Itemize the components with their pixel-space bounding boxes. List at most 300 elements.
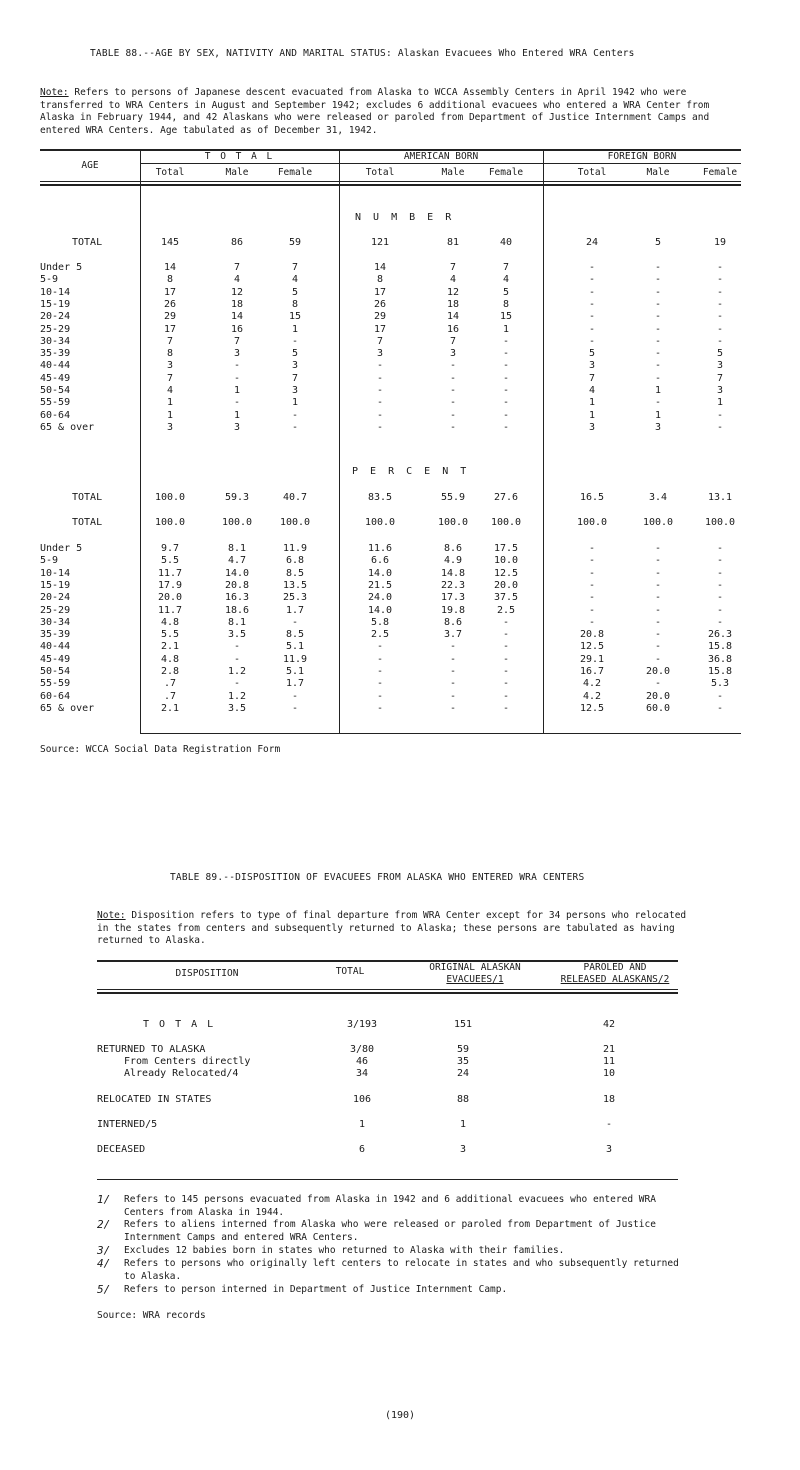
row-label: 50-54 (40, 666, 71, 677)
table-cell: 6.8 (285, 555, 305, 567)
table-cell: - (654, 543, 662, 554)
note-label: Note: (40, 87, 69, 98)
note-text: Refers to persons of Japanese descent evacuated from Alaska to WCCA Assembly Centers in April 1942 who were transferred to WRA Centers in August and September 1942; excludes 6 additional evacuees who entered a WRA Center from Alaska in February 1944, and 42 Alaskans who were released or paroled from Department of Justice Internment Camps and entered WRA Centers. Age tabulated as of December 31, 1942. (40, 87, 710, 136)
table-cell: - (502, 702, 510, 714)
table-cell: 4.2 (582, 678, 602, 690)
table-cell: - (654, 360, 662, 372)
table-cell: 18.6 (224, 604, 250, 616)
table-cell: - (654, 678, 662, 690)
row-label: 65 & over (40, 702, 95, 714)
table-cell: 20.0 (493, 579, 519, 591)
table-cell: 3 (291, 385, 299, 396)
table-cell: 3 (449, 348, 457, 360)
table-cell: 14.0 (367, 567, 393, 579)
table-cell: 2.1 (160, 641, 180, 653)
table-cell: 7 (588, 372, 596, 384)
table-cell: - (588, 335, 596, 347)
table-cell: 40 (499, 237, 513, 248)
row-label: RELOCATED IN STATES (97, 1094, 212, 1105)
table-cell: - (654, 311, 662, 323)
footnote-mark: 4/ (97, 1257, 111, 1270)
table-cell: 1 (233, 409, 241, 421)
table-cell: 3.5 (227, 629, 247, 641)
section-number-label: N U M B E R (355, 212, 455, 223)
table-cell: 100.0 (490, 517, 522, 528)
table88-title: TABLE 88.--AGE BY SEX, NATIVITY AND MARITAL STATUS: Alaskan Evacuees Who Entered WRA Centers (90, 48, 635, 59)
table-cell: - (654, 629, 662, 641)
table-cell: - (376, 678, 384, 690)
table-cell: - (376, 702, 384, 714)
table-cell: 100.0 (576, 517, 608, 528)
table-cell: 4 (449, 274, 457, 286)
table-cell: 11.7 (157, 567, 183, 579)
table-cell: - (588, 262, 596, 273)
table88-source: Source: WCCA Social Data Registration Form (40, 744, 281, 755)
row-label: 55-59 (40, 678, 71, 690)
table-cell: 7 (449, 335, 457, 347)
table-cell: 8 (166, 274, 174, 286)
table-cell: 27.6 (493, 492, 519, 503)
table-cell: 17.9 (157, 579, 183, 591)
header-original-line2: EVACUEES/1 (446, 974, 504, 985)
table-cell: 8.1 (227, 543, 247, 554)
table-cell: - (654, 262, 662, 273)
table-cell: 7 (716, 372, 724, 384)
table-cell: - (449, 653, 457, 665)
table-cell: - (654, 653, 662, 665)
table-cell: 15.8 (707, 666, 733, 677)
table-cell: 7 (291, 262, 299, 273)
table-cell: 2.1 (160, 702, 180, 714)
table-cell: - (588, 286, 596, 298)
table-cell: 5.8 (370, 616, 390, 628)
table-cell: .7 (163, 678, 177, 690)
table-cell: 7 (376, 335, 384, 347)
table-cell: 26.3 (707, 629, 733, 641)
table-cell: 17 (373, 323, 387, 335)
table-cell: 2.5 (496, 604, 516, 616)
table-cell: - (716, 311, 724, 323)
table-cell: - (502, 666, 510, 677)
row-label: 65 & over (40, 421, 95, 433)
table-cell: - (716, 690, 724, 702)
table-cell: 8.5 (285, 629, 305, 641)
table-cell: 12.5 (579, 641, 605, 653)
table-cell: 5 (502, 286, 510, 298)
table-cell-total: 1 (358, 1119, 366, 1130)
subheader-male: Male (646, 167, 670, 178)
table-cell: 4 (291, 274, 299, 286)
table89-source: Source: WRA records (97, 1310, 206, 1321)
row-label: INTERNED/5 (97, 1119, 158, 1130)
table-cell: - (449, 421, 457, 433)
table-cell: - (654, 616, 662, 628)
table-cell: - (716, 567, 724, 579)
table-cell: - (588, 616, 596, 628)
table-cell: - (449, 409, 457, 421)
subheader-female: Female (488, 167, 524, 178)
table-cell: 18 (446, 298, 460, 310)
table-cell: 13.1 (707, 492, 733, 503)
table-cell: - (654, 372, 662, 384)
table-cell: - (588, 311, 596, 323)
table-cell: - (291, 702, 299, 714)
row-label: DECEASED (97, 1144, 146, 1155)
row-label: 45-49 (40, 653, 71, 665)
table-cell: - (716, 323, 724, 335)
table-cell-paroled: 11 (602, 1056, 616, 1067)
table-cell: - (376, 666, 384, 677)
table-cell: 83.5 (367, 492, 393, 503)
row-label: Under 5 (40, 543, 83, 554)
table-cell: 81 (446, 237, 460, 248)
table-cell: 16 (446, 323, 460, 335)
table-cell: 4 (233, 274, 241, 286)
table-cell: 5 (291, 348, 299, 360)
table-cell: - (654, 555, 662, 567)
table-cell-total: 34 (355, 1068, 369, 1079)
table-cell-paroled: - (605, 1119, 613, 1130)
header-paroled-line1: PAROLED AND (583, 962, 647, 973)
table-cell: 121 (370, 237, 390, 248)
table-cell: 59 (288, 237, 302, 248)
table-cell: - (716, 543, 724, 554)
table-cell: - (502, 616, 510, 628)
table-cell: 15 (499, 311, 513, 323)
table89-title: TABLE 89.--DISPOSITION OF EVACUEES FROM ALASKA WHO ENTERED WRA CENTERS (170, 872, 585, 883)
table-cell: - (449, 385, 457, 396)
footnote-text: Refers to persons who originally left centers to relocate in states and who subsequently returned to Alaska. (124, 1258, 679, 1282)
table-cell: - (716, 335, 724, 347)
table-cell: - (716, 298, 724, 310)
table-cell: 26 (373, 298, 387, 310)
subheader-total: Total (577, 167, 607, 178)
table-cell: 9.7 (160, 543, 180, 554)
subheader-total: Total (365, 167, 395, 178)
table-cell: 8.6 (443, 616, 463, 628)
table-cell: 145 (160, 237, 180, 248)
table-cell: - (233, 641, 241, 653)
table-cell: 12 (446, 286, 460, 298)
table-cell-original: 3 (459, 1144, 467, 1155)
table-cell: 4.8 (160, 653, 180, 665)
table-cell: 100.0 (364, 517, 396, 528)
table-cell: 40.7 (282, 492, 308, 503)
table-cell: 59.3 (224, 492, 250, 503)
table-cell: 17.3 (440, 592, 466, 604)
row-label: 60-64 (40, 690, 71, 702)
header-paroled-line2: RELEASED ALASKANS/2 (560, 974, 670, 985)
table-cell: 1.7 (285, 604, 305, 616)
table-cell-original: 59 (456, 1044, 470, 1055)
row-label: RETURNED TO ALASKA (97, 1044, 206, 1055)
table-cell: 19 (713, 237, 727, 248)
table-cell: - (588, 604, 596, 616)
footnote-text: Refers to aliens interned from Alaska who were released or paroled from Department of Justice Internment Camps and entered WRA Centers. (124, 1219, 656, 1243)
table-cell: - (654, 604, 662, 616)
table-cell: 5 (291, 286, 299, 298)
row-label: 15-19 (40, 298, 71, 310)
table-cell: - (291, 616, 299, 628)
table-cell: - (502, 372, 510, 384)
table-cell: 4.9 (443, 555, 463, 567)
table-cell: - (588, 323, 596, 335)
table-cell: - (588, 298, 596, 310)
table-cell: 5.5 (160, 555, 180, 567)
table-cell-total: 3/193 (346, 1019, 378, 1030)
table-cell: - (233, 372, 241, 384)
table-cell: - (654, 298, 662, 310)
table-cell: - (502, 385, 510, 396)
table-cell: - (449, 690, 457, 702)
table-cell: 8.5 (285, 567, 305, 579)
table-cell: 14 (163, 262, 177, 273)
table-cell: 14 (230, 311, 244, 323)
table-cell: - (588, 579, 596, 591)
table-cell: 24 (585, 237, 599, 248)
table-cell: 100.0 (704, 517, 736, 528)
table-cell: - (654, 335, 662, 347)
table-cell: - (449, 678, 457, 690)
table-cell: - (716, 592, 724, 604)
row-label: 10-14 (40, 567, 71, 579)
table-cell: - (449, 360, 457, 372)
note-text: Disposition refers to type of final departure from WRA Center except for 34 persons who relocated in the states from centers and subsequently returned to Alaska; these persons are tabulated as having returned to Alaska. (97, 910, 687, 946)
table-cell: 11.9 (282, 653, 308, 665)
table-cell: - (291, 421, 299, 433)
note-label: Note: (97, 910, 126, 921)
table-cell: - (588, 543, 596, 554)
table-cell: 7 (166, 335, 174, 347)
row-label: 45-49 (40, 372, 71, 384)
table-cell: 16.3 (224, 592, 250, 604)
table-cell: .7 (163, 690, 177, 702)
subheader-male: Male (441, 167, 465, 178)
table-cell: 7 (233, 335, 241, 347)
table-cell: 4.7 (227, 555, 247, 567)
table-cell: 16.5 (579, 492, 605, 503)
table-cell: 3 (716, 360, 724, 372)
table-cell: - (502, 335, 510, 347)
table-cell: 3 (166, 360, 174, 372)
table-cell: - (376, 690, 384, 702)
table-cell: - (376, 421, 384, 433)
table-cell-original: 1 (459, 1119, 467, 1130)
table-cell: 3 (376, 348, 384, 360)
row-label: T O T A L (143, 1019, 216, 1030)
row-label: 40-44 (40, 641, 71, 653)
footnote-mark: 2/ (97, 1218, 111, 1231)
row-label: 50-54 (40, 385, 71, 396)
table-cell: - (449, 372, 457, 384)
table-cell: 5 (654, 237, 662, 248)
table-cell: 8 (291, 298, 299, 310)
header-group-foreign-born: FOREIGN BORN (607, 151, 677, 162)
table-cell-total: 6 (358, 1144, 366, 1155)
table-cell: 26 (163, 298, 177, 310)
table-cell: 2.8 (160, 666, 180, 677)
table-cell: 100.0 (154, 517, 186, 528)
table-cell: 15.8 (707, 641, 733, 653)
table-cell: 100.0 (221, 517, 253, 528)
table-cell: 1 (166, 397, 174, 409)
row-label: TOTAL (72, 237, 103, 248)
table-cell: - (502, 653, 510, 665)
table-cell: 15 (288, 311, 302, 323)
table-cell: 8 (166, 348, 174, 360)
section-percent-label: P E R C E N T (352, 466, 470, 477)
table-cell: - (654, 579, 662, 591)
table-cell: 6.6 (370, 555, 390, 567)
table-cell: 4 (502, 274, 510, 286)
table-cell: - (654, 567, 662, 579)
table-cell: 1 (654, 385, 662, 396)
table-cell: 24.0 (367, 592, 393, 604)
table-cell: - (716, 421, 724, 433)
header-disposition: DISPOSITION (175, 968, 239, 979)
table-cell: 20.0 (645, 666, 671, 677)
table-cell: 5.1 (285, 666, 305, 677)
table-cell: 12 (230, 286, 244, 298)
footnote-text: Refers to person interned in Department of Justice Internment Camp. (124, 1284, 508, 1295)
table-cell: - (502, 690, 510, 702)
table-cell: - (654, 323, 662, 335)
row-label: Already Relocated/4 (124, 1068, 239, 1079)
subheader-male: Male (225, 167, 249, 178)
table-cell: 100.0 (279, 517, 311, 528)
table-cell: - (716, 702, 724, 714)
header-total: TOTAL (335, 966, 365, 977)
table-cell: 12.5 (493, 567, 519, 579)
table-cell: 17 (163, 323, 177, 335)
table-cell: - (502, 629, 510, 641)
table-cell: 1 (502, 323, 510, 335)
table-cell: - (291, 335, 299, 347)
footnote-text: Excludes 12 babies born in states who returned to Alaska with their families. (124, 1245, 565, 1256)
table-cell: 3 (588, 421, 596, 433)
table-cell: 4.2 (582, 690, 602, 702)
table-cell-total: 106 (352, 1094, 372, 1105)
table-cell: 5.5 (160, 629, 180, 641)
table-cell: 1.7 (285, 678, 305, 690)
table-cell: 3.5 (227, 702, 247, 714)
table-cell: 20.8 (579, 629, 605, 641)
row-label: 40-44 (40, 360, 71, 372)
table-cell: 1.2 (227, 666, 247, 677)
table-cell: 3 (233, 348, 241, 360)
table-cell: 4 (588, 385, 596, 396)
row-label: 20-24 (40, 311, 71, 323)
page-number: (190) (384, 1410, 416, 1421)
table-cell: - (654, 592, 662, 604)
table-cell: 1 (588, 409, 596, 421)
table-cell: 1 (716, 397, 724, 409)
header-age: AGE (81, 160, 99, 171)
table-cell: - (376, 397, 384, 409)
table-cell: - (502, 348, 510, 360)
table-cell-original: 24 (456, 1068, 470, 1079)
table-cell: - (376, 653, 384, 665)
table-cell: 1.2 (227, 690, 247, 702)
table-cell: - (716, 286, 724, 298)
table-cell: 12.5 (579, 702, 605, 714)
table-cell: 3 (291, 360, 299, 372)
table-cell-paroled: 3 (605, 1144, 613, 1155)
table-cell-paroled: 18 (602, 1094, 616, 1105)
table-cell: 3.4 (648, 492, 668, 503)
table-cell: 22.3 (440, 579, 466, 591)
table-cell: 11.7 (157, 604, 183, 616)
table-cell: 5.3 (710, 678, 730, 690)
table-cell: 55.9 (440, 492, 466, 503)
table-cell: 29.1 (579, 653, 605, 665)
table-cell: 20.0 (157, 592, 183, 604)
table-cell: 1 (588, 397, 596, 409)
table-cell: - (233, 678, 241, 690)
footnote-mark: 5/ (97, 1283, 111, 1296)
row-label: 15-19 (40, 579, 71, 591)
table-cell: 100.0 (437, 517, 469, 528)
table-cell: 8 (502, 298, 510, 310)
table-cell: 13.5 (282, 579, 308, 591)
table-cell-original: 151 (453, 1019, 473, 1030)
row-label: 35-39 (40, 629, 71, 641)
table-cell: 8.1 (227, 616, 247, 628)
table-cell: 37.5 (493, 592, 519, 604)
table-cell: - (233, 397, 241, 409)
table-cell-original: 88 (456, 1094, 470, 1105)
row-label: 25-29 (40, 604, 71, 616)
table-cell-total: 3/80 (349, 1044, 375, 1055)
table-cell: - (502, 421, 510, 433)
table-cell: - (502, 409, 510, 421)
table-cell: 14.0 (367, 604, 393, 616)
table-cell: 3 (233, 421, 241, 433)
row-label: 55-59 (40, 397, 71, 409)
footnote-mark: 3/ (97, 1244, 111, 1257)
table-cell: - (291, 690, 299, 702)
footnote-text: Refers to 145 persons evacuated from Alaska in 1942 and 6 additional evacuees who entered WRA Centers from Alaska in 1944. (124, 1194, 656, 1218)
table-cell: 11.9 (282, 543, 308, 554)
table-cell: 8 (376, 274, 384, 286)
row-label: 35-39 (40, 348, 71, 360)
table-cell: - (502, 397, 510, 409)
table-cell: - (716, 262, 724, 273)
row-label: 30-34 (40, 616, 71, 628)
table-cell: - (291, 409, 299, 421)
table-cell: - (716, 274, 724, 286)
table-cell-paroled: 10 (602, 1068, 616, 1079)
table-cell: - (376, 385, 384, 396)
table-cell: - (502, 360, 510, 372)
row-label: 10-14 (40, 286, 71, 298)
table-cell: 7 (502, 262, 510, 273)
row-label: 5-9 (40, 555, 59, 567)
table-cell: 17 (163, 286, 177, 298)
row-label: 5-9 (40, 274, 59, 286)
table-cell: 8.6 (443, 543, 463, 554)
footnote-mark: 1/ (97, 1193, 111, 1206)
table-cell: 4 (166, 385, 174, 396)
table-cell: - (449, 397, 457, 409)
table-cell: - (654, 274, 662, 286)
table-cell: - (716, 579, 724, 591)
table-cell: - (654, 348, 662, 360)
table-cell: 60.0 (645, 702, 671, 714)
table-cell: - (502, 678, 510, 690)
table-cell: 25.3 (282, 592, 308, 604)
table-cell: 5 (588, 348, 596, 360)
